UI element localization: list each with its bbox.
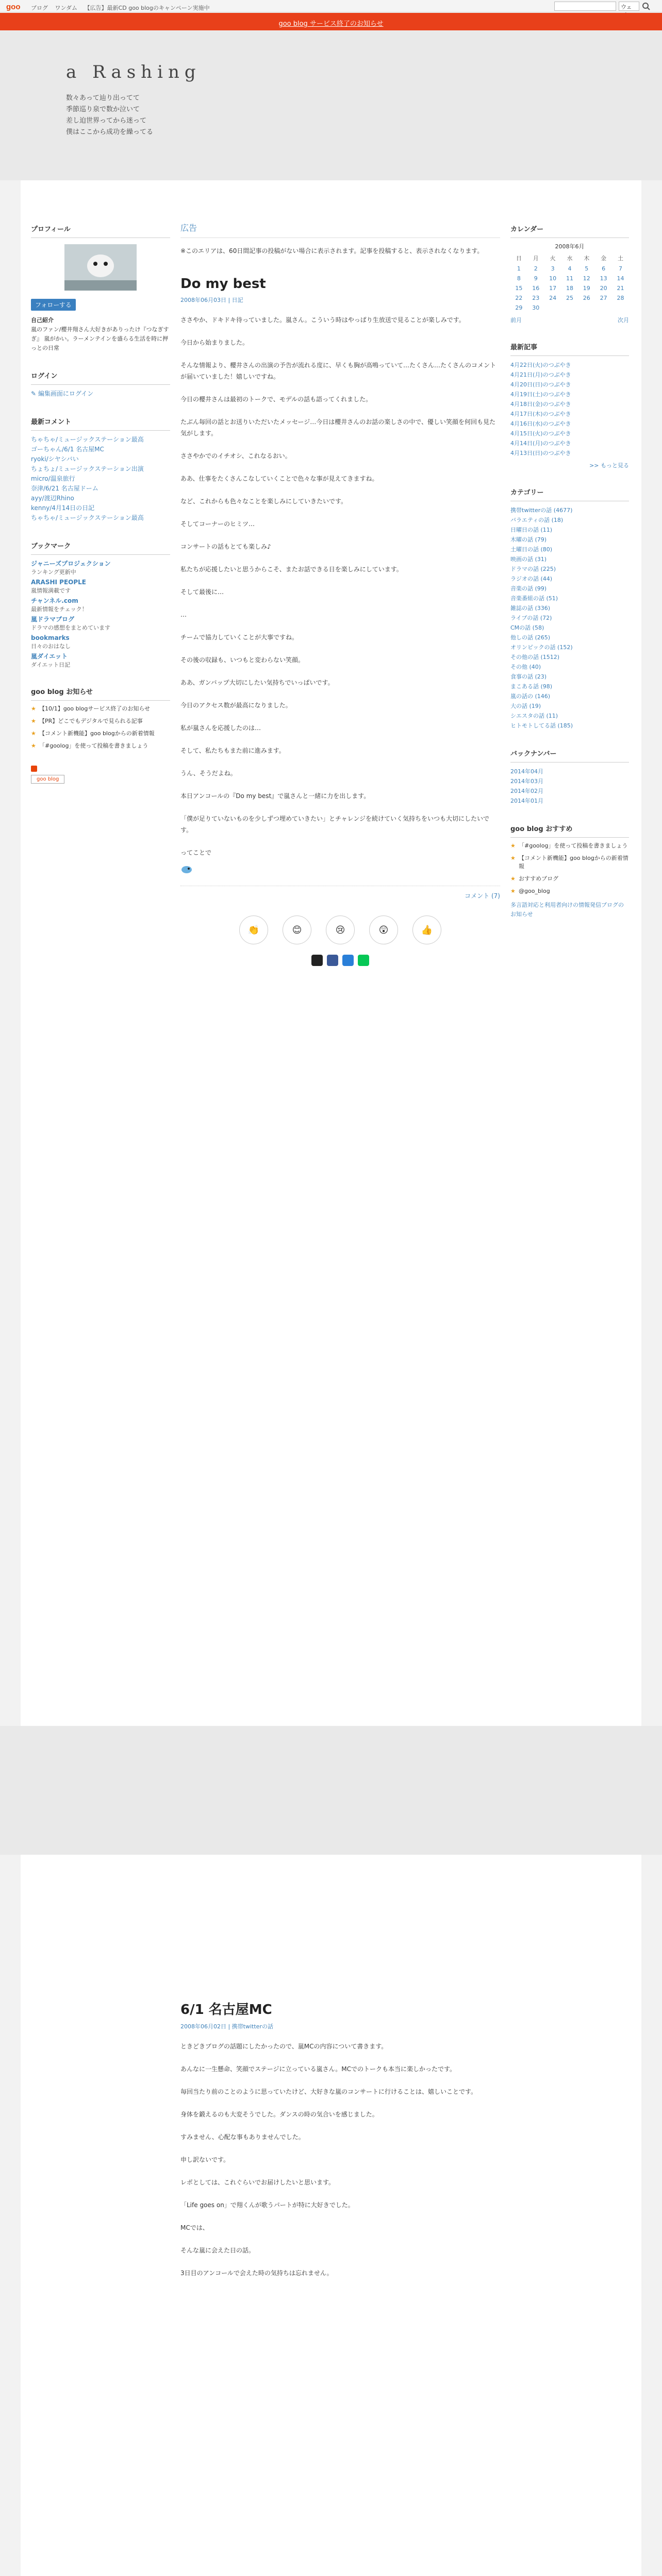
backnumber-section [510, 746, 629, 806]
calendar-day[interactable]: 8 [517, 275, 521, 282]
bookmark-note: ランキング更新中 [31, 569, 76, 575]
goo-reco-item[interactable]: ★ 【コメント新機能】goo blogからの新着情報 [510, 854, 629, 871]
calendar-title: 2008年6月 [555, 243, 585, 250]
post-paragraph: 「Life goes on」で翔くんが歌うパートが特に大好きでした。 [180, 2201, 354, 2209]
comment-link[interactable]: コメント (7) [465, 892, 500, 900]
self-intro-text: 嵐のファン/櫻井翔さん大好きがありったけ『つなぎすぎ』 嵐がかい。ラーメンテインを盛らる生活を時に押っとの日常 [31, 326, 169, 351]
post-paragraph: 本日アンコールの『Do my best』で嵐さんと一緒に力を出します。 [180, 792, 370, 800]
follow-button[interactable]: フォローする [31, 299, 76, 311]
calendar-day [544, 303, 561, 313]
category-item[interactable]: その他 (40) [510, 664, 541, 670]
recent-posts-list [510, 360, 629, 458]
calendar-day[interactable]: 5 [585, 265, 589, 272]
reaction-button[interactable]: 😊 [283, 916, 311, 944]
post-footer [180, 886, 500, 900]
login-link-label: 編集画面にログイン [38, 390, 94, 397]
goo-reco-heading: goo blog おすすめ [510, 821, 629, 838]
search-input[interactable] [554, 2, 616, 11]
prev-month-link[interactable]: 前月 [510, 317, 522, 324]
service-end-link[interactable]: goo blog サービス終了のお知らせ [278, 20, 384, 28]
recent-comment-item[interactable]: ちゃちゃ/ミュージックステーション最高 [31, 514, 144, 521]
bookmark-note: ダイエット日記 [31, 662, 71, 668]
category-item[interactable]: 嵐の話の (146) [510, 693, 551, 700]
calendar-day[interactable]: 23 [532, 295, 540, 301]
calendar-day[interactable]: 20 [600, 285, 607, 292]
calendar-weekday: 金 [601, 255, 607, 262]
recent-post-item[interactable]: 4月14日(月)のつぶやき [510, 440, 571, 447]
category-item[interactable]: オリンピックの話 (152) [510, 644, 573, 651]
post-paragraph: そして最後に… [180, 588, 224, 596]
hatena-share-icon[interactable] [342, 955, 354, 966]
goo-reco-list [510, 842, 629, 895]
profile-heading: プロフィール [31, 222, 170, 238]
post-paragraph: ときどきブログの話題にしたかったので、嵐MCの内容について書きます。 [180, 2043, 388, 2050]
category-item[interactable]: 大の話 (19) [510, 703, 541, 709]
calendar-day[interactable]: 10 [549, 275, 557, 282]
bookmark-title[interactable]: ARASHI PEOPLE [31, 579, 86, 586]
post-paragraph: うん、そうだよね。 [180, 770, 237, 777]
desc-line: 差し迫世界ってから迷って [66, 117, 147, 125]
calendar-day [561, 303, 578, 313]
post-paragraph: その後の収録も、いつもと変わらない笑顔。 [180, 656, 305, 664]
recent-post-item[interactable]: 4月13日(日)のつぶやき [510, 450, 571, 456]
bookmark-title[interactable]: bookmarks [31, 634, 70, 641]
post-paragraph: コンサートの話もとても楽しみ♪ [180, 543, 271, 550]
bookmark-section [31, 538, 170, 669]
recent-comments-list [31, 435, 170, 523]
post-paragraph: そしてコーナーのヒミツ… [180, 520, 255, 528]
calendar-weekday: 土 [618, 255, 624, 262]
post-paragraph: 私たちが応援したいと思うからこそ、またお話できる日を楽しみにしています。 [180, 566, 403, 573]
category-item[interactable]: ドラマの話 (225) [510, 566, 556, 572]
calendar-week [510, 274, 629, 283]
profile-section [31, 222, 170, 353]
calendar-day[interactable]: 3 [551, 265, 555, 272]
goo-reco-item[interactable]: ★ 「#goolog」を使って投稿を書きましょう [510, 842, 629, 850]
post-paragraph: ああ、仕事をたくさんこなしていくことで色々な事が見えてきますね。 [180, 475, 378, 482]
backnumber-item[interactable]: 2014年02月 [510, 788, 543, 794]
backnumber-item[interactable]: 2014年03月 [510, 778, 543, 785]
post-paragraph: 今日から始まりました。 [180, 339, 249, 346]
recent-comment-item[interactable]: ゴーちゃん/6/1 名古屋MC [31, 446, 104, 453]
blog-description [66, 93, 153, 138]
post-paragraph: ささやか、ドキドキ待っていました。嵐さん。こういう時はやっぱり生放送で見ることが楽しみです。 [180, 316, 465, 324]
x-share-icon[interactable] [311, 955, 323, 966]
left-sidebar [31, 222, 170, 784]
category-item[interactable]: シエスタの話 (11) [510, 713, 558, 719]
calendar-day[interactable]: 30 [532, 304, 540, 311]
category-item[interactable]: 他しの話 (265) [510, 634, 551, 641]
section-gap [0, 1726, 662, 1855]
calendar-day [595, 303, 612, 313]
bird-icon [180, 865, 193, 874]
category-item[interactable]: その他の話 (1512) [510, 654, 560, 660]
calendar-nav [510, 316, 629, 324]
recent-comment-item[interactable]: ryoki/シヤシバい [31, 455, 79, 463]
profile-avatar[interactable] [64, 244, 137, 291]
calendar-day[interactable]: 26 [583, 295, 590, 301]
post-paragraph: レポとしては、これぐらいでお届けしたいと思います。 [180, 2179, 335, 2186]
top-link-ad[interactable]: 【広告】最新CD goo blogのキャンペーン実施中 [84, 5, 210, 11]
goo-logo[interactable]: goo [6, 3, 21, 11]
blog-title[interactable]: a Rashing [66, 62, 201, 82]
category-item[interactable]: ラジオの話 (44) [510, 575, 553, 582]
calendar-day[interactable]: 21 [617, 285, 624, 292]
recent-post-item[interactable]: 4月15日(火)のつぶやき [510, 430, 571, 437]
recent-comment-item[interactable]: ちゃちゃ/ミュージックステーション最高 [31, 436, 144, 443]
post-paragraph: あんなに一生懸命、笑顔でステージに立っている嵐さん。MCでのトークも本当に楽しかったです。 [180, 2065, 456, 2073]
bookmark-note: 日々のおはなし [31, 643, 71, 650]
category-item[interactable]: 土曜日の話 (80) [510, 546, 553, 553]
line-share-icon[interactable] [358, 955, 369, 966]
backnumber-heading: バックナンバー [510, 746, 629, 762]
post-paragraph: 3日目のアンコールで会えた時の気持ちは忘れません。 [180, 2269, 333, 2277]
calendar-table [510, 252, 629, 313]
category-item[interactable]: 日曜日の話 (11) [510, 527, 553, 533]
calendar-day[interactable]: 12 [583, 275, 590, 282]
bookmark-note: 嵐情報満載です [31, 587, 71, 594]
category-item[interactable]: 雑誌の話 (336) [510, 605, 551, 612]
ad-heading: 広告 [180, 222, 500, 238]
post-title[interactable]: Do my best [180, 276, 266, 292]
reaction-button[interactable]: 👍 [412, 916, 441, 944]
calendar-week [510, 293, 629, 303]
login-section [31, 368, 170, 399]
calendar-day[interactable]: 1 [517, 265, 521, 272]
calendar-day[interactable]: 7 [619, 265, 623, 272]
reaction-button[interactable]: 👏 [239, 916, 268, 944]
post-paragraph: 私が嵐さんを応援したのは… [180, 724, 261, 732]
recent-post-item[interactable]: 4月16日(水)のつぶやき [510, 420, 571, 427]
post-paragraph: ああ、ガンバップ大切にしたい気持ちでいっぱいです。 [180, 679, 334, 686]
recent-posts-section [510, 340, 629, 469]
category-item[interactable]: ヒトモトしてる話 (185) [510, 722, 573, 729]
share-buttons [180, 955, 500, 966]
backnumber-list [510, 767, 629, 806]
recent-comment-item[interactable]: kenny/4月14日の日記 [31, 504, 95, 512]
category-list [510, 505, 629, 731]
service-notice-bar [0, 13, 662, 30]
post-paragraph: ってことで [180, 849, 212, 856]
calendar-day[interactable]: 29 [515, 304, 523, 311]
calendar-day[interactable]: 24 [549, 295, 557, 301]
desc-line: 僕はここから成功を繰ってる [66, 128, 154, 136]
post-paragraph: など、これからも色々なことを楽しみにしていきたいです。 [180, 498, 347, 505]
category-item[interactable]: ライブの話 (72) [510, 615, 552, 621]
second-post-title[interactable]: 6/1 名古屋MC [180, 2002, 272, 2018]
calendar-day[interactable]: 14 [617, 275, 624, 282]
category-item[interactable]: 音楽番組の話 (51) [510, 595, 558, 602]
login-heading: ログイン [31, 368, 170, 385]
second-post-container [21, 1855, 641, 2576]
post-paragraph: … [180, 611, 187, 618]
post-paragraph: チームで協力していくことが大事ですね。 [180, 634, 299, 641]
calendar-day[interactable]: 13 [600, 275, 607, 282]
calendar-day[interactable]: 11 [566, 275, 573, 282]
facebook-share-icon[interactable] [327, 955, 338, 966]
category-item[interactable]: CMの話 (58) [510, 624, 544, 631]
recent-post-item[interactable]: 4月17日(木)のつぶやき [510, 411, 571, 417]
category-item[interactable]: 携帯twitterの話 (4677) [510, 507, 573, 514]
recent-comment-item[interactable]: 奈津/6/21 名古屋ドーム [31, 485, 98, 492]
bookmark-note: ドラマの感想をまとめています [31, 624, 110, 631]
desc-line: 季節巡り泉で数か泣いて [66, 106, 140, 113]
recent-post-item[interactable]: 4月18日(金)のつぶやき [510, 401, 571, 408]
post-paragraph: すみません、心配な事もありませんでした。 [180, 2133, 305, 2141]
calendar-day[interactable]: 6 [602, 265, 606, 272]
recent-comments-section [31, 414, 170, 523]
calendar-day [578, 303, 595, 313]
post-paragraph: たぶん毎回の話とお送りいただいたメッセージ…今日は櫻井さんのお話の楽しさの中で、優しい笑顔を何回も見た気がします。 [180, 418, 496, 437]
search-scope-select[interactable]: ウェ [619, 2, 639, 11]
goo-top-links [31, 4, 215, 12]
calendar-week [510, 283, 629, 293]
bookmark-title[interactable]: チャンネル.com [31, 597, 78, 604]
bookmark-title[interactable]: 嵐ドラマブログ [31, 616, 75, 623]
post-meta[interactable]: 2008年06月03日 | 日記 [180, 297, 243, 303]
emoji-inline [180, 865, 500, 875]
calendar-weekday: 月 [533, 255, 539, 262]
backnumber-item[interactable]: 2014年04月 [510, 768, 543, 775]
recent-post-item[interactable]: 4月19日(土)のつぶやき [510, 391, 571, 398]
calendar-weekday: 日 [516, 255, 522, 262]
recent-comment-item[interactable]: micro/温泉旅行 [31, 475, 75, 482]
calendar-week [510, 303, 629, 313]
calendar-day[interactable]: 15 [515, 285, 523, 292]
calendar-day[interactable]: 18 [566, 285, 573, 292]
recent-post-item[interactable]: 4月21日(月)のつぶやき [510, 371, 571, 378]
bookmark-note: 最新情報をチェック！ [31, 606, 88, 613]
next-month-link[interactable]: 次月 [618, 317, 629, 324]
second-post-body [180, 2041, 500, 2279]
bookmark-title[interactable]: ジャニーズプロジェクション [31, 560, 111, 567]
content-column [180, 222, 500, 966]
top-link-wondam[interactable]: ワンダム [55, 5, 78, 11]
ad-notice: ※このエリアは、60日間記事の投稿がない場合に表示されます。記事を投稿すると、表示されなくなります。 [180, 247, 484, 255]
reaction-buttons [180, 916, 500, 944]
goo-news-heading: goo blog お知らせ [31, 684, 170, 701]
post-paragraph: MCでは、 [180, 2224, 209, 2231]
post-paragraph: そして、私たちもまた前に進みます。 [180, 747, 285, 754]
calendar-weekday: 火 [550, 255, 556, 262]
goo-news-item[interactable]: ★ 【PR】どこでもデジタルで見られる記事 [31, 717, 170, 725]
calendar-day[interactable]: 4 [568, 265, 572, 272]
top-link-blog[interactable]: ブログ [31, 5, 48, 11]
recent-comment-item[interactable]: ちょちょ/ミュージックステーション出演 [31, 465, 144, 472]
self-intro-label: 自己紹介 [31, 317, 54, 324]
calendar-day[interactable]: 25 [566, 295, 573, 301]
goo-badge-label: goo blog [31, 775, 64, 784]
calendar-week [510, 264, 629, 274]
goo-news-item[interactable]: ★ 「#goolog」を使って投稿を書きましょう [31, 742, 170, 750]
category-item[interactable]: 木曜の話 (79) [510, 536, 547, 543]
goo-reco-note[interactable]: 多言語対応と利用者向けの情報発信ブログのお知らせ [510, 902, 624, 918]
post-paragraph: 今日のアクセス数が最高になりました。 [180, 702, 292, 709]
recent-post-item[interactable]: 4月20日(日)のつぶやき [510, 381, 571, 388]
calendar-day[interactable]: 17 [549, 285, 557, 292]
calendar-weekday: 木 [584, 255, 590, 262]
second-post-meta[interactable]: 2008年06月02日 | 携帯twitterの話 [180, 2023, 273, 2030]
goo-reco-section [510, 821, 629, 919]
bookmark-list [31, 559, 170, 669]
category-item[interactable]: バラエティの話 (18) [510, 517, 564, 523]
goo-top-bar [0, 0, 662, 12]
pencil-icon: ✎ [31, 390, 38, 397]
reaction-button[interactable]: 😲 [369, 916, 398, 944]
calendar-day[interactable]: 22 [515, 295, 523, 301]
bookmark-title[interactable]: 嵐ダイエット [31, 653, 68, 660]
recent-post-item[interactable]: 4月22日(火)のつぶやき [510, 362, 571, 368]
category-item[interactable]: 食事の話 (23) [510, 673, 547, 680]
post-paragraph: ささやかでのイチオシ、これなるおい。 [180, 452, 291, 460]
category-heading: カテゴリー [510, 485, 629, 501]
post-paragraph: 身体を鍛えるのも大変そうでした。ダンスの時の気合いを感じました。 [180, 2111, 378, 2118]
bookmark-heading: ブックマーク [31, 538, 170, 555]
calendar-heading: カレンダー [510, 222, 629, 238]
goo-news-item[interactable]: ★ 【10/1】goo blogサービス終了のお知らせ [31, 705, 170, 713]
blog-header [0, 31, 662, 180]
post-paragraph: 「僕が足りていないものを少しずつ埋めていきたい」とチャレンジを続けていく気持ちをいつも大切にしたいです。 [180, 815, 490, 834]
recent-comment-item[interactable]: ayy/渡辺Rhino [31, 495, 74, 502]
goo-badge[interactable] [31, 766, 170, 784]
post-body [180, 314, 500, 858]
rss-icon[interactable] [31, 766, 37, 772]
category-item[interactable]: まこある話 (98) [510, 683, 553, 690]
right-sidebar [510, 222, 629, 935]
backnumber-item[interactable]: 2014年01月 [510, 798, 543, 804]
goo-news-section [31, 684, 170, 750]
post-paragraph: 毎回当たり前のことのように思っていたけど、大好きな嵐のコンサートに行けることは、嬉しいことです。 [180, 2088, 477, 2095]
post-paragraph: 申し訳ないです。 [180, 2156, 230, 2163]
calendar-day[interactable]: 9 [534, 275, 538, 282]
category-item[interactable]: 音楽の話 (99) [510, 585, 547, 592]
calendar-day[interactable]: 28 [617, 295, 624, 301]
second-post-column [180, 1999, 500, 2290]
post-paragraph: そんな情報より、櫻井さんの出演の予告が流れる度に、早くも胸が高鳴っていて…たくさん…たくさんのコメントが届いていました！嬉しいですね。 [180, 362, 496, 380]
goo-reco-item[interactable]: ★ @goo_blog [510, 887, 629, 895]
post-paragraph: 今日の櫻井さんは最初のトークで、モデルの話も語ってくれました。 [180, 396, 372, 403]
goo-reco-item[interactable]: ★ おすすめブログ [510, 875, 629, 883]
calendar-day[interactable]: 2 [534, 265, 538, 272]
post-paragraph: そんな嵐に会えた日の話。 [180, 2247, 255, 2254]
calendar-day[interactable]: 19 [583, 285, 590, 292]
desc-line: 数々あって辿り出ってて [66, 94, 140, 102]
more-posts-link[interactable]: >> もっと見る [589, 462, 629, 469]
login-link[interactable] [31, 389, 170, 399]
calendar-weekday: 水 [567, 255, 573, 262]
calendar-section [510, 222, 629, 324]
recent-comments-heading: 最新コメント [31, 414, 170, 431]
goo-news-item[interactable]: ★ 【コメント新機能】goo blogからの新着情報 [31, 730, 170, 738]
calendar-day[interactable]: 16 [532, 285, 540, 292]
search-icon[interactable] [642, 2, 650, 10]
calendar-day [612, 303, 629, 313]
goo-news-list [31, 705, 170, 750]
reaction-button[interactable]: 😢 [326, 916, 355, 944]
category-section [510, 485, 629, 731]
recent-posts-heading: 最新記事 [510, 340, 629, 356]
calendar-day[interactable]: 27 [600, 295, 607, 301]
category-item[interactable]: 映画の話 (31) [510, 556, 547, 563]
